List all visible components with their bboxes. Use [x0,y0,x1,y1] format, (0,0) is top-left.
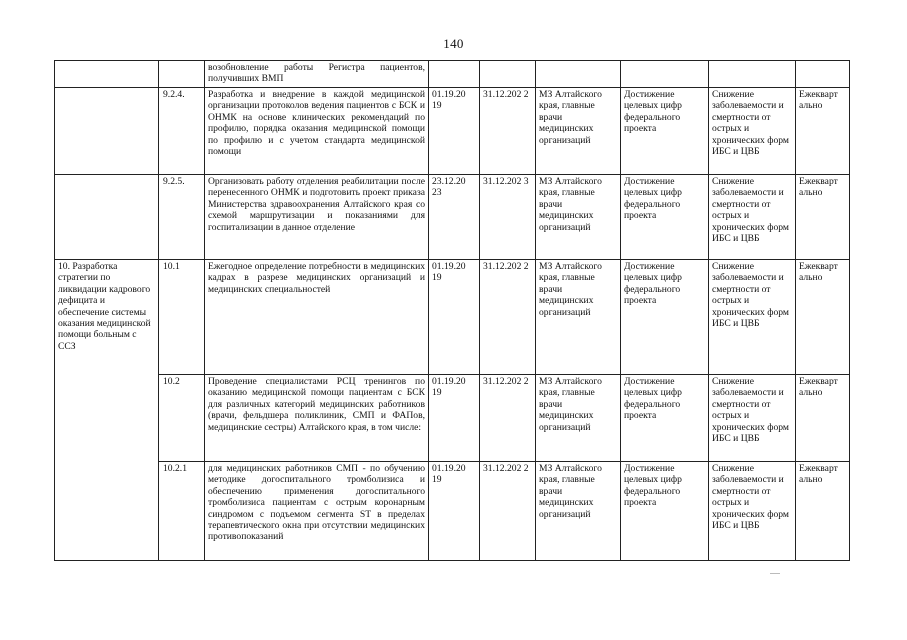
item-number-cell [159,61,205,88]
table-row [55,260,850,375]
goal-cell: Достижение целевых цифр федерального проекта [621,175,709,260]
section-cell [55,61,159,88]
page-number: 140 [443,36,464,51]
section-cell [55,88,159,175]
description-cell: Разработка и внедрение в каждой медицинской организации протоколов ведения пациентов с БСК и ОНМК на основе клинических рекомендаций по профилю, порядка оказания медицинской помощи по профилю и с учетом стандарта медицинской помощи [205,88,429,175]
responsible-cell: МЗ Алтайского края, главные врачи медицинских организаций [536,88,621,175]
start-date-cell: 01.19.20 19 [429,88,480,175]
frequency-cell: Ежекварт ально [796,462,850,561]
frequency-cell: Ежекварт ально [796,88,850,175]
effect-cell: Снижение заболеваемости и смертности от острых и хронических форм ИБС и ЦВБ [709,375,796,462]
start-date-cell: 23.12.20 23 [429,175,480,260]
goal-cell: Достижение целевых цифр федерального проекта [621,260,709,375]
responsible-cell: МЗ Алтайского края, главные врачи медицинских организаций [536,175,621,260]
effect-cell: Снижение заболеваемости и смертности от острых и хронических форм ИБС и ЦВБ [709,462,796,561]
item-number-cell: 10.2 [159,375,205,462]
end-date-cell: 31.12.202 2 [480,260,536,375]
end-date-cell: 31.12.202 2 [480,375,536,462]
goal-cell: Достижение целевых цифр федерального проекта [621,462,709,561]
start-date-cell [429,61,480,88]
responsible-cell [536,61,621,88]
table-row [55,175,850,260]
table-row [55,462,850,561]
effect-cell [709,61,796,88]
table-row [55,375,850,462]
frequency-cell: Ежекварт ально [796,375,850,462]
responsible-cell: МЗ Алтайского края, главные врачи медицинских организаций [536,462,621,561]
end-date-cell [480,61,536,88]
item-number-cell: 10.1 [159,260,205,375]
description-cell: для медицинских работников СМП - по обучению методике догоспитального тромболизиса и обеспечению применения догоспитального тромболизиса пациентам с острым коронарным синдромом с подъемом сегмента ST в пределах терапевтического окна при отсутствии медицинских противопоказаний [205,462,429,561]
scan-mark [770,573,780,574]
goal-cell: Достижение целевых цифр федерального проекта [621,375,709,462]
description-cell: Проведение специалистами РСЦ тренингов по оказанию медицинской помощи пациентам с БСК для различных категорий медицинских работников (врачи, фельдшера поликлиник, СМП и ФАПов, медицинские сестры) Алтайского края, в том числе: [205,375,429,462]
effect-cell: Снижение заболеваемости и смертности от острых и хронических форм ИБС и ЦВБ [709,260,796,375]
start-date-cell: 01.19.20 19 [429,375,480,462]
frequency-cell [796,61,850,88]
description-cell: возобновление работы Регистра пациентов, получивших ВМП [205,61,429,88]
section-cell: 10. Разработка стратегии по ликвидации кадрового дефицита и обеспечение системы оказания медицинской помощи больным с ССЗ [55,260,159,561]
start-date-cell: 01.19.20 19 [429,260,480,375]
section-cell [55,175,159,260]
frequency-cell: Ежекварт ально [796,175,850,260]
item-number-cell: 9.2.5. [159,175,205,260]
effect-cell: Снижение заболеваемости и смертности от острых и хронических форм ИБС и ЦВБ [709,175,796,260]
measures-table [54,60,850,561]
frequency-cell: Ежекварт ально [796,260,850,375]
table-row [55,61,850,88]
end-date-cell: 31.12.202 3 [480,175,536,260]
responsible-cell: МЗ Алтайского края, главные врачи медицинских организаций [536,375,621,462]
item-number-cell: 10.2.1 [159,462,205,561]
end-date-cell: 31.12.202 2 [480,462,536,561]
goal-cell [621,61,709,88]
description-cell: Организовать работу отделения реабилитации после перенесенного ОНМК и подготовить проект приказа Министерства здравоохранения Алтайского края со схемой маршрутизации и показаниями для госпитализации в данное отделение [205,175,429,260]
description-cell: Ежегодное определение потребности в медицинских кадрах в разрезе медицинских организаций и медицинских специальностей [205,260,429,375]
responsible-cell: МЗ Алтайского края, главные врачи медицинских организаций [536,260,621,375]
goal-cell: Достижение целевых цифр федерального проекта [621,88,709,175]
effect-cell: Снижение заболеваемости и смертности от острых и хронических форм ИБС и ЦВБ [709,88,796,175]
table-row [55,88,850,175]
item-number-cell: 9.2.4. [159,88,205,175]
end-date-cell: 31.12.202 2 [480,88,536,175]
start-date-cell: 01.19.20 19 [429,462,480,561]
